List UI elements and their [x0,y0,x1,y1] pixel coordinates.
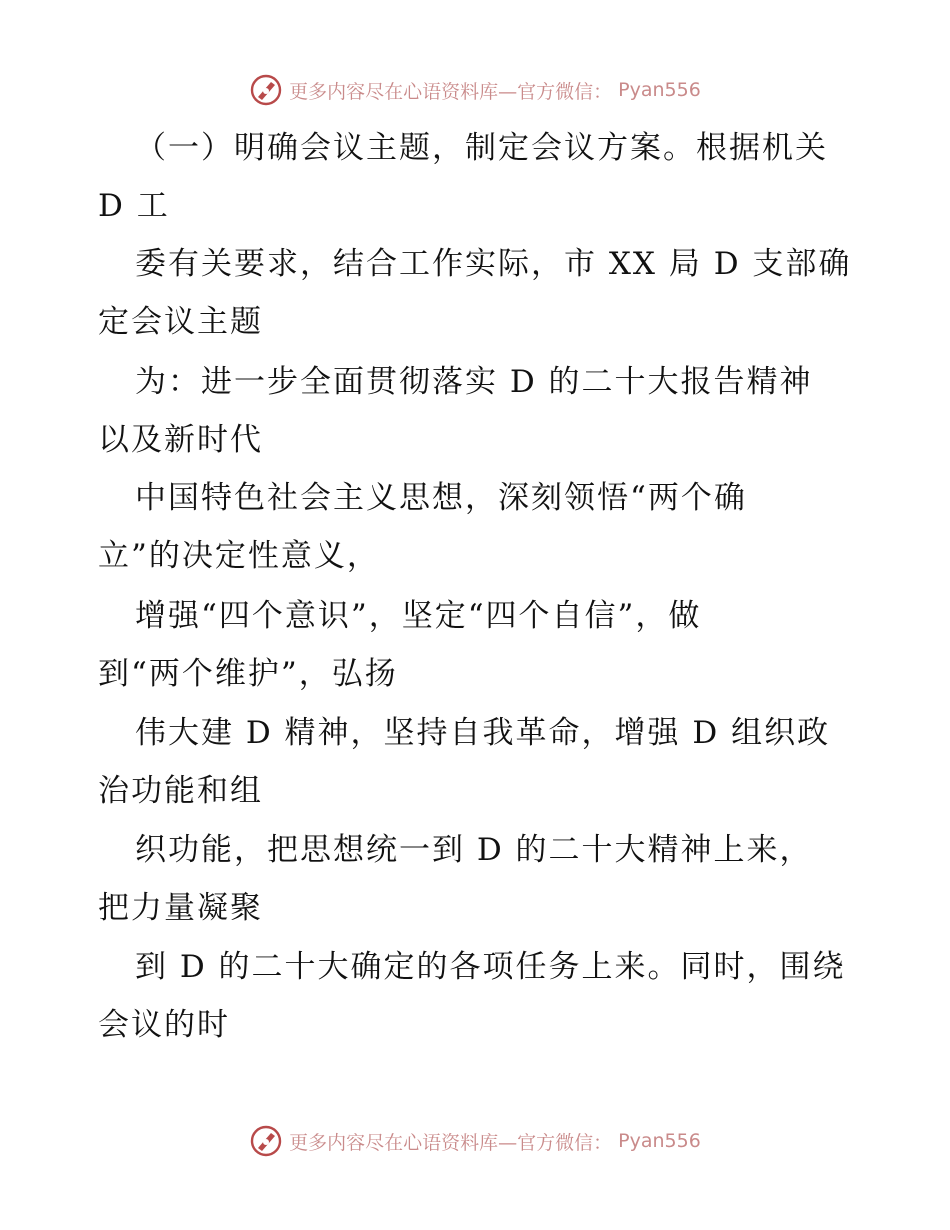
body-line: 立”的决定性意义， [98,538,380,574]
pen-circle-logo-icon [249,1124,283,1158]
watermark-text: 更多内容尽在心语资料库—官方微信： [289,1131,613,1154]
watermark-handle: Pyan556 [618,1130,701,1152]
body-line: 增强“四个意识”，坚定“四个自信”，做 [135,598,702,634]
body-line: 会议的时 [98,1007,230,1043]
body-line: 为：进一步全面贯彻落实 D 的二十大报告精神 [135,364,813,400]
body-line: 到 D 的二十大确定的各项任务上来。同时，围绕 [135,949,846,985]
body-line: 伟大建 D 精神，坚持自我革命，增强 D 组织政 [135,715,831,751]
watermark-handle: Pyan556 [618,79,701,101]
body-line: 委有关要求，结合工作实际，市 XX 局 D 支部确 [135,246,852,282]
body-line: 把力量凝聚 [98,890,263,926]
body-line: 治功能和组 [98,773,263,809]
watermark-text: 更多内容尽在心语资料库—官方微信： [289,80,613,103]
body-line: 以及新时代 [98,422,263,458]
body-line: 中国特色社会主义思想，深刻领悟“两个确 [135,480,747,516]
header-watermark [0,70,950,110]
body-line: （一）明确会议主题，制定会议方案。根据机关 [135,130,828,166]
body-line: 到“两个维护”，弘扬 [98,656,398,692]
footer-watermark [0,1121,950,1161]
body-line: 织功能，把思想统一到 D 的二十大精神上来， [135,832,813,868]
pen-circle-logo-icon [249,73,283,107]
body-line: 定会议主题 [98,304,263,340]
body-line: D 工 [98,188,170,224]
